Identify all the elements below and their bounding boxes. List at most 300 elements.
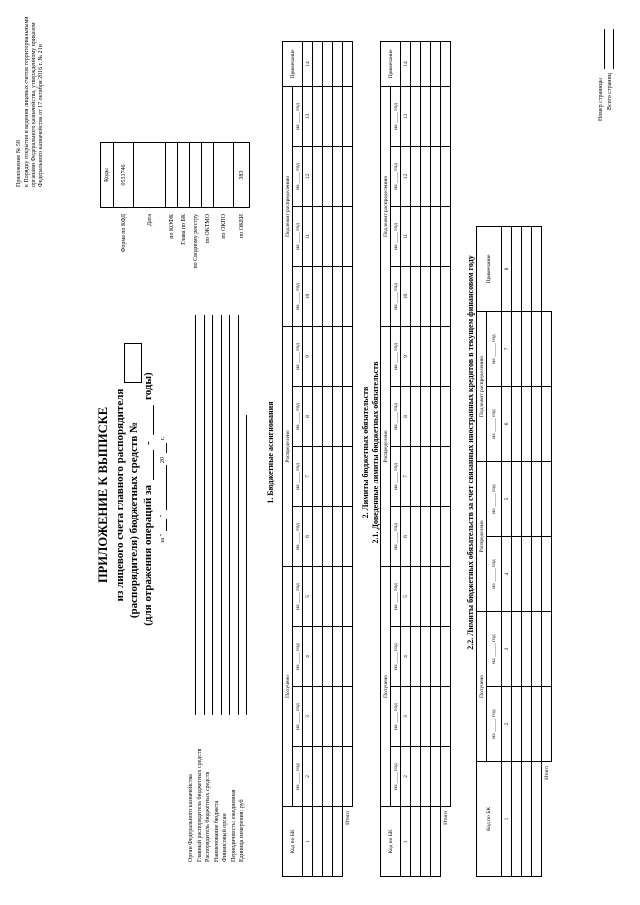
na-label: на: [294, 604, 301, 610]
org-field-label: Главный распорядитель бюджетных средств: [196, 748, 203, 862]
date-day-line: [166, 519, 167, 531]
data-cell: [411, 687, 421, 747]
na-label: на: [392, 784, 399, 790]
table-row: [313, 41, 323, 876]
data-cell: [512, 687, 522, 762]
column-number: 5: [401, 566, 411, 626]
data-cell: [411, 506, 421, 566]
data-cell: [313, 506, 323, 566]
year-blank: ____: [294, 650, 301, 665]
year-column-header: [391, 566, 401, 626]
year-column-header: [293, 206, 303, 266]
god-label: год: [294, 463, 301, 471]
code-value-kofk: [166, 143, 178, 208]
god-label: год: [491, 334, 497, 342]
note-header: Примечание: [283, 41, 303, 86]
total-cell: [343, 86, 353, 146]
column-number-row: [401, 41, 411, 876]
data-cell: [323, 146, 333, 206]
column-number: 3: [303, 687, 313, 747]
column-number: 1: [401, 807, 411, 877]
column-number: 5: [502, 461, 512, 536]
data-cell: [411, 41, 421, 86]
year-blank: ____: [392, 710, 399, 725]
na-label: на: [491, 508, 497, 514]
org-field-line: [204, 315, 205, 715]
total-label: Итого: [543, 766, 550, 780]
table-row: [431, 41, 441, 876]
subheader-row: [391, 41, 401, 876]
data-cell: [333, 86, 343, 146]
data-cell: [313, 206, 323, 266]
total-cell: [441, 747, 451, 807]
data-cell: [431, 386, 441, 446]
period-to-line: [153, 405, 154, 435]
year-blank: ____: [392, 230, 399, 245]
column-number: 8: [401, 386, 411, 446]
data-cell: [323, 687, 333, 747]
na-label: на: [392, 484, 399, 490]
total-cell: [343, 326, 353, 386]
code-label-glava: Глава по БК: [180, 214, 187, 245]
column-number: 8: [502, 226, 512, 311]
data-cell: [512, 536, 522, 611]
distributed-header: Распределено: [283, 326, 293, 566]
column-number: 4: [502, 536, 512, 611]
org-field-label: Орган Федерального казначейства: [188, 774, 194, 862]
god-label: год: [294, 223, 301, 231]
date-quote: ": [160, 514, 166, 517]
year-blank: ____: [294, 770, 301, 785]
appendix-number: Приложение № 58: [16, 140, 22, 187]
data-cell: [411, 627, 421, 687]
year-column-header: [391, 146, 401, 206]
na-label: на: [392, 244, 399, 250]
data-cell: [411, 266, 421, 326]
total-cell: [343, 747, 353, 807]
section-2-2-title: 2.2. Лимиты бюджетных обязательств за счет связанных иностранных кредитов в текущем финансовом году: [466, 255, 475, 650]
title-line-3: (распорядителя) бюджетных средств №: [128, 421, 140, 619]
org-field-line: [229, 315, 230, 715]
data-cell: [431, 687, 441, 747]
total-cell: [542, 386, 552, 461]
god-label: год: [294, 643, 301, 651]
data-cell: [313, 566, 323, 626]
column-number: 11: [401, 206, 411, 266]
data-cell: [532, 311, 542, 386]
table-row: [421, 41, 431, 876]
org-field-line: [238, 315, 239, 715]
data-cell: [313, 326, 323, 386]
date-prefix: за ": [160, 534, 166, 543]
org-field-line: [246, 415, 247, 715]
document-title: ПРИЛОЖЕНИЕ К ВЫПИСКЕ: [96, 406, 110, 584]
na-label: на: [491, 358, 497, 364]
code-value-glava: [178, 143, 190, 208]
code-value-okei: 383: [234, 143, 250, 208]
header-row: [283, 41, 293, 876]
org-field-label: Финансовый орган: [222, 813, 228, 862]
data-cell: [431, 506, 441, 566]
year-column-header: [487, 311, 502, 386]
god-label: год: [392, 463, 399, 471]
data-cell: [522, 386, 532, 461]
data-cell: [323, 41, 333, 86]
god-label: год: [294, 163, 301, 171]
date-year-line: [166, 443, 167, 453]
year-column-header: [487, 386, 502, 461]
data-cell: [313, 446, 323, 506]
data-cell: [333, 566, 343, 626]
column-number-row: [303, 41, 313, 876]
data-cell: [323, 566, 333, 626]
data-cell: [333, 206, 343, 266]
total-cell: [441, 206, 451, 266]
na-label: на: [392, 424, 399, 430]
year-blank: ____: [294, 290, 301, 305]
na-label: на: [491, 658, 497, 664]
total-cell: [441, 146, 451, 206]
total-label: Итого: [442, 811, 449, 825]
data-cell: [313, 807, 323, 877]
na-label: на: [491, 733, 497, 739]
god-label: год: [392, 643, 399, 651]
data-cell: [421, 627, 431, 687]
data-cell: [333, 266, 343, 326]
data-cell: [421, 687, 431, 747]
data-cell: [333, 807, 343, 877]
god-label: год: [491, 409, 497, 417]
data-cell: [431, 326, 441, 386]
total-cell: [441, 326, 451, 386]
data-cell: [431, 566, 441, 626]
na-label: на: [294, 424, 301, 430]
code-label-form: Форма по КФД: [120, 214, 127, 253]
section-2-title: 2. Лимиты бюджетных обязательств: [361, 386, 370, 519]
year-column-header: [391, 326, 401, 386]
data-cell: [421, 386, 431, 446]
na-label: на: [294, 364, 301, 370]
data-cell: [421, 146, 431, 206]
god-label: год: [491, 709, 497, 717]
year-column-header: [293, 326, 303, 386]
page-number-label: Номер страницы: [598, 78, 604, 121]
data-cell: [532, 536, 542, 611]
year-blank: ____: [294, 590, 301, 605]
title-period-suffix: годы): [142, 372, 154, 400]
year-blank: ____: [392, 290, 399, 305]
god-label: год: [392, 703, 399, 711]
data-cell: [431, 266, 441, 326]
column-number: 4: [401, 627, 411, 687]
code-label-register: по Сводному реестру: [192, 214, 199, 269]
data-cell: [431, 146, 441, 206]
data-cell: [421, 266, 431, 326]
year-blank: ____: [294, 470, 301, 485]
data-cell: [323, 446, 333, 506]
org-field-label: Периодичность: ежедневная: [230, 789, 237, 862]
data-cell: [333, 747, 343, 807]
data-cell: [421, 86, 431, 146]
column-number: 14: [401, 41, 411, 86]
column-number: 8: [303, 386, 313, 446]
god-label: год: [491, 634, 497, 642]
section-1-title: 1. Бюджетные ассигнования: [266, 401, 275, 504]
data-cell: [532, 762, 542, 877]
pages-total-label: Всего страниц: [607, 73, 613, 110]
column-number: 7: [401, 446, 411, 506]
god-label: год: [392, 283, 399, 291]
column-number: 2: [502, 687, 512, 762]
title-period-prefix: (для отражения операций за: [142, 485, 154, 626]
year-column-header: [293, 146, 303, 206]
data-cell: [512, 311, 522, 386]
table-row: [522, 226, 532, 876]
column-number: 1: [303, 807, 313, 877]
code-label-oktmo: по ОКТМО: [204, 214, 211, 244]
date-suffix: г.: [160, 436, 166, 440]
year-blank: ____: [294, 230, 301, 245]
year-column-header: [293, 446, 303, 506]
year-blank: ____: [294, 530, 301, 545]
received-header: Получено: [381, 566, 391, 806]
received-header: Получено: [283, 566, 293, 806]
year-column-header: [293, 566, 303, 626]
total-cell: [542, 461, 552, 536]
total-cell: [343, 41, 353, 86]
date-month-line: [166, 465, 167, 510]
data-cell: [323, 747, 333, 807]
column-number: 10: [401, 266, 411, 326]
code-column-header: Код по БК: [477, 762, 502, 877]
total-cell: [441, 566, 451, 626]
column-number: 2: [401, 747, 411, 807]
data-cell: [323, 386, 333, 446]
data-cell: [323, 86, 333, 146]
data-cell: [421, 326, 431, 386]
data-cell: [431, 86, 441, 146]
data-cell: [522, 461, 532, 536]
god-label: год: [392, 523, 399, 531]
na-label: на: [294, 544, 301, 550]
na-label: на: [294, 484, 301, 490]
data-cell: [323, 627, 333, 687]
data-cell: [431, 446, 441, 506]
year-column-header: [391, 747, 401, 807]
column-number: 5: [303, 566, 313, 626]
codes-table: [100, 142, 250, 305]
data-cell: [532, 461, 542, 536]
total-cell: [441, 627, 451, 687]
total-cell: [542, 536, 552, 611]
year-blank: ____: [392, 170, 399, 185]
data-cell: [431, 807, 441, 877]
code-value-oktmo: [202, 143, 214, 208]
year-column-header: [293, 627, 303, 687]
year-blank: ____: [294, 110, 301, 125]
na-label: на: [294, 184, 301, 190]
table-row: [512, 226, 522, 876]
year-blank: ____: [294, 710, 301, 725]
year-column-header: [487, 461, 502, 536]
total-cell: [542, 611, 552, 686]
data-cell: [323, 807, 333, 877]
column-number: 13: [303, 86, 313, 146]
column-number: 9: [303, 326, 313, 386]
title-line-2: из лицевого счета главного распорядителя: [114, 388, 126, 602]
na-label: на: [294, 784, 301, 790]
section-2-1-title: 2.1. Доведенные лимиты бюджетных обязательств: [371, 361, 380, 544]
data-cell: [411, 807, 421, 877]
na-label: на: [392, 124, 399, 130]
column-number: 7: [502, 311, 512, 386]
page-number-line: [604, 29, 605, 69]
na-label: на: [294, 124, 301, 130]
year-column-header: [293, 747, 303, 807]
table-row: [333, 41, 343, 876]
pending-header: Подлежит распределению: [477, 311, 487, 461]
data-cell: [512, 461, 522, 536]
total-row: [441, 41, 451, 876]
received-header: Получено: [477, 611, 487, 761]
data-cell: [421, 807, 431, 877]
code-value-okpo: [214, 143, 234, 208]
pages-total-line: [613, 29, 614, 69]
god-label: год: [392, 403, 399, 411]
order-line-1: к Порядку открытия и ведения лицевых счетов территориальными: [24, 16, 30, 187]
data-cell: [323, 266, 333, 326]
data-cell: [333, 506, 343, 566]
year-blank: ____: [392, 770, 399, 785]
org-field-line: [195, 315, 196, 715]
na-label: на: [294, 664, 301, 670]
code-label-okei: по ОКЕИ: [238, 214, 245, 239]
code-column-header: Код по БК: [283, 807, 303, 877]
header-row: [381, 41, 391, 876]
data-cell: [421, 41, 431, 86]
total-cell: [542, 311, 552, 386]
year-blank: ____: [392, 530, 399, 545]
data-cell: [411, 386, 421, 446]
total-cell: [441, 41, 451, 86]
data-cell: [333, 326, 343, 386]
data-cell: [323, 506, 333, 566]
data-cell: [532, 687, 542, 762]
god-label: год: [294, 763, 301, 771]
year-column-header: [391, 687, 401, 747]
total-cell: [441, 386, 451, 446]
note-header: Примечание: [381, 41, 401, 86]
data-cell: [411, 747, 421, 807]
distributed-header: Распределено: [381, 326, 391, 566]
org-field-label: Наименование бюджета: [213, 800, 220, 862]
code-label-okpo: по ОКПО: [220, 214, 227, 239]
data-cell: [313, 747, 323, 807]
total-cell: [441, 266, 451, 326]
column-number: 4: [303, 627, 313, 687]
god-label: год: [392, 763, 399, 771]
column-number: 1: [502, 762, 512, 877]
god-label: год: [294, 703, 301, 711]
year-column-header: [391, 206, 401, 266]
data-cell: [411, 206, 421, 266]
total-cell: [343, 687, 353, 747]
year-blank: _____: [491, 491, 497, 509]
total-cell: [441, 687, 451, 747]
year-column-header: [487, 611, 502, 686]
data-cell: [522, 762, 532, 877]
year-column-header: [391, 506, 401, 566]
data-cell: [522, 536, 532, 611]
god-label: год: [392, 103, 399, 111]
data-cell: [333, 386, 343, 446]
data-cell: [522, 311, 532, 386]
god-label: год: [294, 583, 301, 591]
data-cell: [431, 206, 441, 266]
code-value-date: [134, 143, 166, 208]
distributed-header: Распределено: [477, 461, 487, 611]
data-cell: [323, 206, 333, 266]
data-cell: [421, 747, 431, 807]
year-blank: _____: [491, 416, 497, 434]
data-cell: [421, 566, 431, 626]
god-label: год: [491, 559, 497, 567]
data-cell: [411, 566, 421, 626]
order-line-3: Федерального казначейства от 17 октября 2016 г. № 21н: [38, 44, 44, 187]
na-label: на: [392, 304, 399, 310]
na-label: на: [392, 364, 399, 370]
data-cell: [333, 687, 343, 747]
year-blank: _____: [491, 566, 497, 584]
year-column-header: [487, 536, 502, 611]
table-row: [411, 41, 421, 876]
total-cell: [441, 506, 451, 566]
data-cell: [431, 747, 441, 807]
year-blank: ____: [392, 110, 399, 125]
org-field-line: [221, 315, 222, 715]
god-label: год: [294, 343, 301, 351]
order-line-2: органами Федерального казначейства, утвержденному приказом: [31, 22, 37, 187]
date-year: 20: [160, 457, 166, 463]
year-blank: ____: [392, 470, 399, 485]
note-header: Примечание: [477, 226, 502, 311]
total-cell: [343, 566, 353, 626]
year-blank: ____: [392, 590, 399, 605]
year-column-header: [487, 687, 502, 762]
pending-header: Подлежит распределению: [283, 86, 293, 326]
total-empty: [542, 226, 552, 311]
god-label: год: [294, 403, 301, 411]
data-cell: [421, 206, 431, 266]
year-blank: _____: [491, 716, 497, 734]
data-cell: [333, 446, 343, 506]
god-label: год: [491, 484, 497, 492]
code-value-register: [190, 143, 202, 208]
data-cell: [313, 687, 323, 747]
column-number: 6: [401, 506, 411, 566]
data-cell: [421, 446, 431, 506]
na-label: на: [392, 604, 399, 610]
code-label-date: Дата: [146, 214, 153, 226]
data-cell: [411, 146, 421, 206]
data-cell: [313, 386, 323, 446]
org-field-line: [212, 315, 213, 715]
god-label: год: [392, 343, 399, 351]
column-number: 6: [502, 386, 512, 461]
total-label: Итого: [344, 811, 351, 825]
god-label: год: [294, 103, 301, 111]
data-cell: [313, 266, 323, 326]
